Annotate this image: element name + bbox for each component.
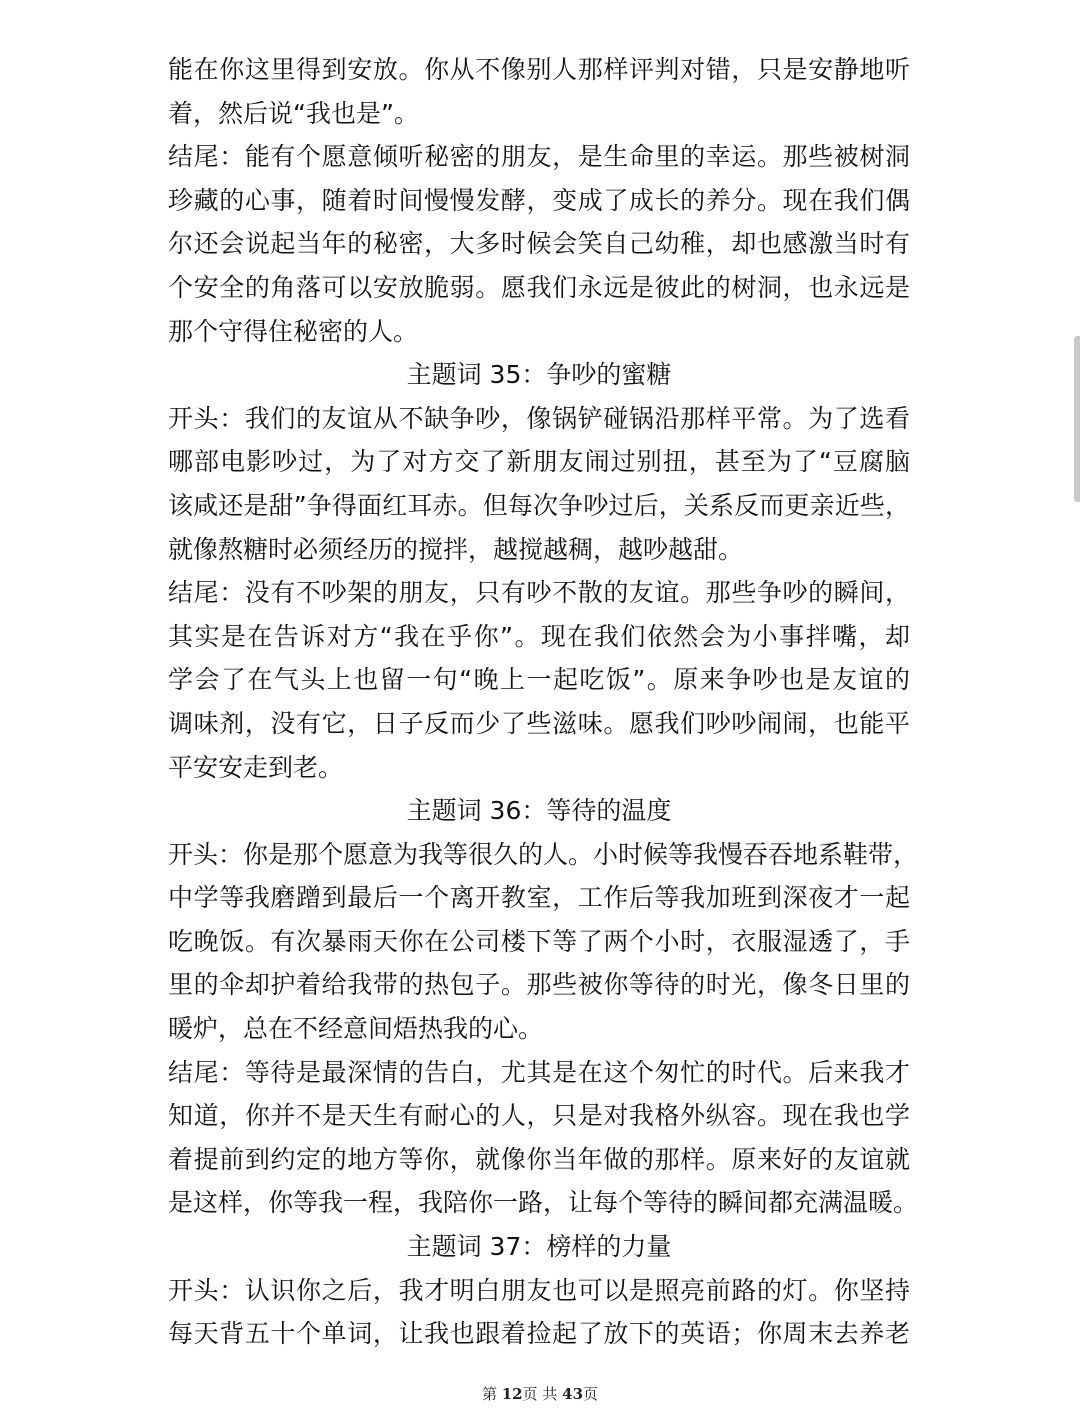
text-line: 就像熬糖时必须经历的搅拌，越搅越稠，越吵越甜。 — [168, 534, 744, 564]
text-line: 平安安走到老。 — [168, 752, 344, 782]
total-pages-number: 43 — [562, 1385, 584, 1403]
text-line: 该咸还是甜”争得面红耳赤。但每次争吵过后，关系反而更亲近些， — [168, 490, 910, 520]
page-footer — [0, 1384, 1080, 1404]
text-line: 开头：我们的友谊从不缺争吵，像锅铲碰锅沿那样平常。为了选看 — [168, 403, 910, 433]
document-body — [168, 48, 919, 1356]
current-page-number: 12 — [501, 1385, 523, 1403]
section-heading: 主题词 35：争吵的蜜糖 — [406, 360, 672, 390]
text-line: 能在你这里得到安放。你从不像别人那样评判对错，只是安静地听 — [168, 55, 910, 84]
text-line: 结尾：等待是最深情的告白，尤其是在这个匆忙的时代。后来我才 — [168, 1057, 910, 1087]
text-line: 结尾：没有不吵架的朋友，只有吵不散的友谊。那些争吵的瞬间， — [168, 578, 910, 608]
section-heading: 主题词 36：等待的温度 — [406, 796, 672, 826]
text-line: 珍藏的心事，随着时间慢慢发酵，变成了成长的养分。现在我们偶 — [168, 185, 910, 215]
text-line: 学会了在气头上也留一句“晚上一起吃饭”。原来争吵也是友谊的 — [168, 665, 910, 695]
text-line: 吃晚饭。有次暴雨天你在公司楼下等了两个小时，衣服湿透了，手 — [168, 926, 910, 956]
text-line: 结尾：能有个愿意倾听秘密的朋友，是生命里的幸运。那些被树洞 — [168, 142, 910, 172]
text-line: 着提前到约定的地方等你，就像你当年做的那样。原来好的友谊就 — [168, 1144, 910, 1174]
text-line: 知道，你并不是天生有耐心的人，只是对我格外纵容。现在我也学 — [168, 1101, 910, 1131]
text-line: 每天背五十个单词，让我也跟着捡起了放下的英语；你周末去养老 — [168, 1319, 910, 1349]
text-line: 调味剂，没有它，日子反而少了些滋味。愿我们吵吵闹闹，也能平 — [168, 708, 910, 738]
footer-prefix: 第 — [481, 1385, 502, 1403]
text-line: 尔还会说起当年的秘密，大多时候会笑自己幼稚，却也感激当时有 — [168, 229, 910, 259]
text-line: 个安全的角落可以安放脆弱。愿我们永远是彼此的树洞，也永远是 — [168, 272, 910, 302]
text-line: 着，然后说“我也是”。 — [168, 98, 419, 128]
text-line: 是这样，你等我一程，我陪你一路，让每个等待的瞬间都充满温暖。 — [168, 1188, 919, 1218]
text-line: 其实是在告诉对方“我在乎你”。现在我们依然会为小事拌嘴，却 — [168, 621, 910, 651]
text-line: 哪部电影吵过，为了对方交了新朋友闹过别扭，甚至为了“豆腐脑 — [168, 447, 910, 477]
footer-suffix: 页 — [583, 1385, 599, 1403]
section-heading: 主题词 37：榜样的力量 — [406, 1232, 672, 1262]
footer-middle: 页 共 — [522, 1385, 563, 1403]
text-line: 那个守得住秘密的人。 — [168, 316, 419, 346]
text-line: 中学等我磨蹭到最后一个离开教室，工作后等我加班到深夜才一起 — [168, 883, 910, 913]
scrollbar-thumb[interactable] — [1074, 336, 1080, 502]
text-line: 开头：认识你之后，我才明白朋友也可以是照亮前路的灯。你坚持 — [168, 1275, 910, 1305]
text-line: 暖炉，总在不经意间焐热我的心。 — [168, 1014, 544, 1044]
text-line: 开头：你是那个愿意为我等很久的人。小时候等我慢吞吞地系鞋带， — [168, 839, 919, 869]
text-line: 里的伞却护着给我带的热包子。那些被你等待的时光，像冬日里的 — [168, 970, 910, 1000]
